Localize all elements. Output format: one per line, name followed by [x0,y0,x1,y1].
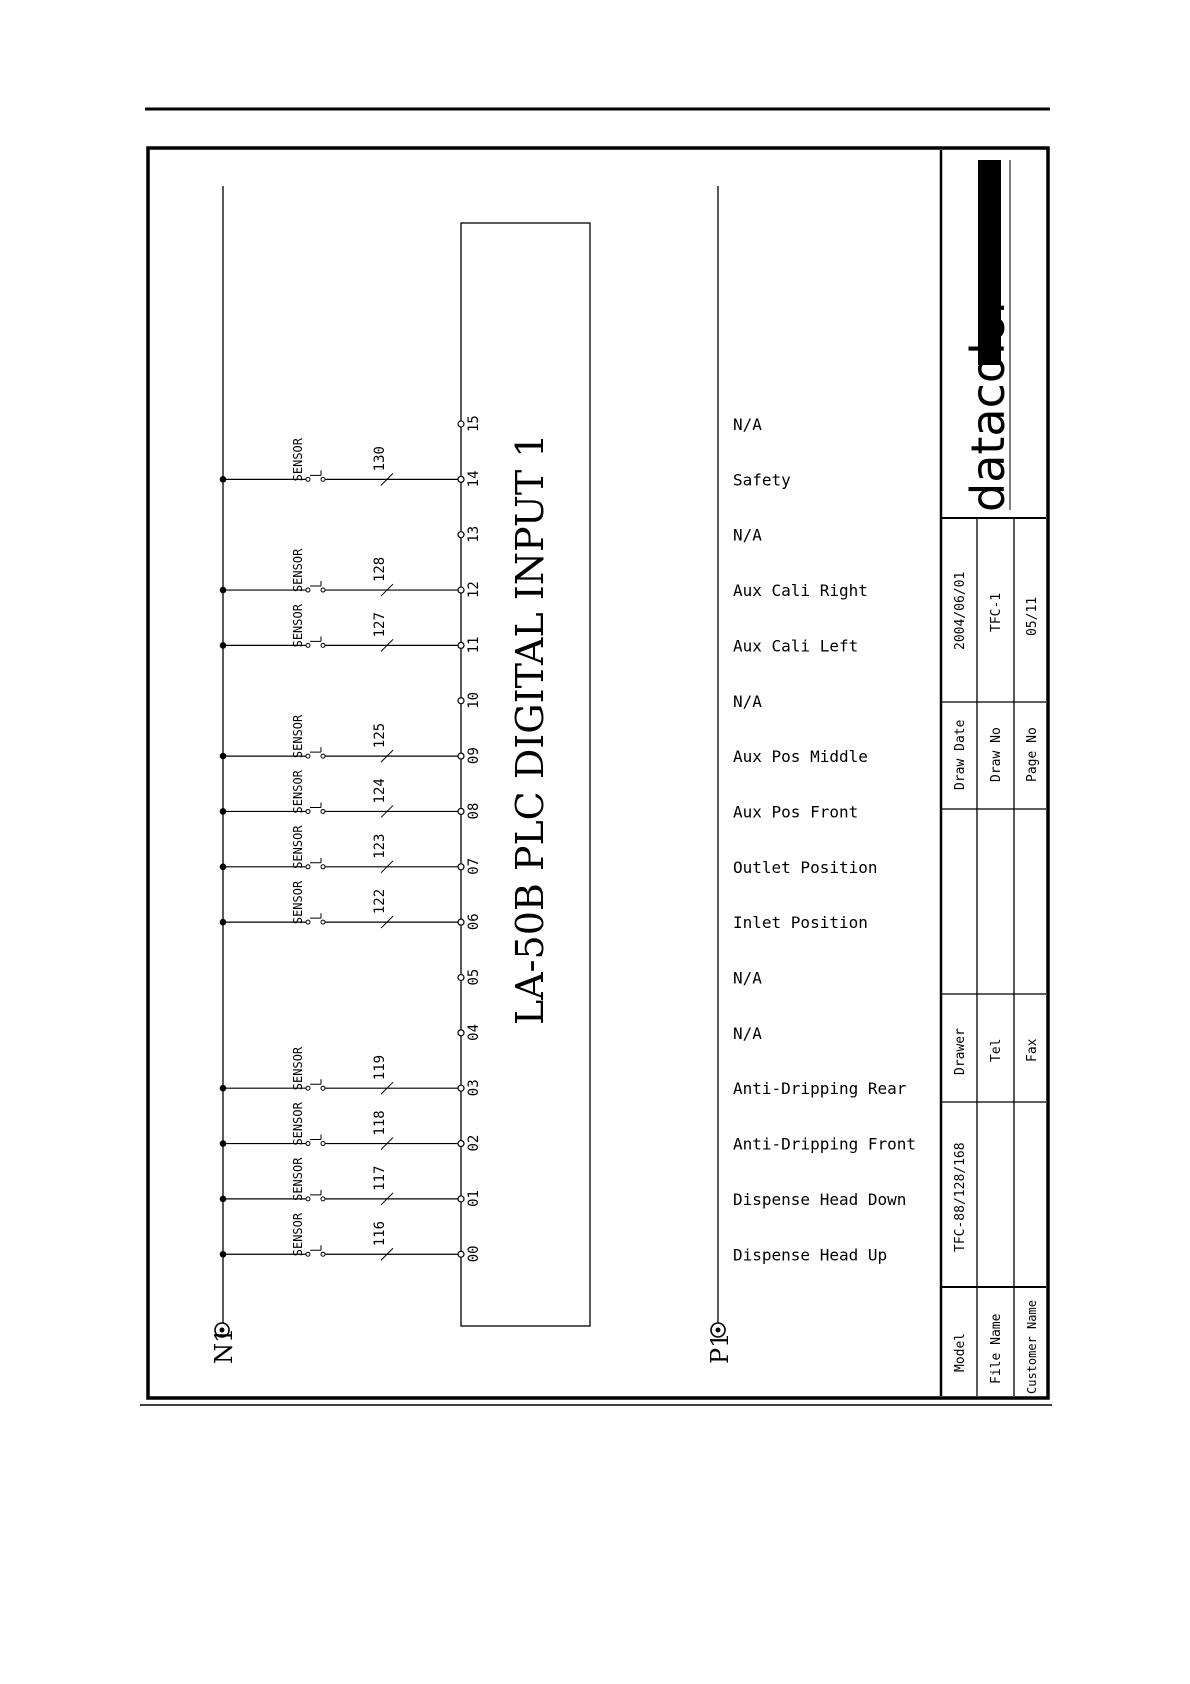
sensor-01-label: SENSOR [291,1157,305,1201]
sensor-07-label: SENSOR [291,825,305,869]
row-11-wire-number: 127 [372,612,388,638]
sensor-09-label: SENSOR [291,714,305,759]
sensor-12-pin-a [306,588,310,592]
terminal-12-number: 12 [466,581,482,599]
rail-p1-label: P1 [706,1332,734,1364]
terminal-12-description: Aux Cali Right [733,581,868,601]
sensor-08-pin-b [321,809,325,813]
sensor-06-label: SENSOR [291,880,305,925]
sensor-14-contact [310,470,321,475]
sensor-08-label: SENSOR [291,770,305,814]
terminal-01-number: 01 [466,1190,482,1207]
terminal-02-dot [458,1141,464,1147]
sensor-01-pin-a [306,1197,310,1201]
terminal-06-number: 06 [466,913,482,931]
terminal-10-description: N/A [733,691,762,711]
page-no-label: Page No [1025,727,1040,782]
terminal-13-number: 13 [466,525,482,543]
row-08-wire-number: 124 [372,778,388,804]
terminal-01-dot [458,1196,464,1202]
terminal-04-number: 04 [466,1023,482,1041]
row-07-wire-number: 123 [372,833,388,859]
sensor-03-pin-b [321,1086,325,1090]
row-14-wire-number: 130 [372,446,388,472]
terminal-10-dot [458,698,464,704]
sensor-11-contact [310,636,321,641]
sensor-07-contact [310,858,321,863]
tel-label: Tel [989,1038,1004,1062]
sensor-03-contact [310,1079,321,1084]
terminal-01-description: Dispense Head Down [733,1189,907,1209]
terminal-14-description: Safety [733,470,791,490]
terminal-15-description: N/A [733,415,762,434]
sensor-09-pin-a [306,754,310,758]
sensor-11-pin-b [321,643,325,647]
sensor-09-contact [310,747,321,752]
sensor-12-contact [310,581,321,586]
customer-name-label: Customer Name [1025,1300,1039,1394]
terminal-09-description: Aux Pos Middle [733,747,868,767]
sensor-03-pin-a [306,1086,310,1090]
sensor-14-pin-b [321,477,325,481]
terminal-08-number: 08 [466,802,482,820]
draw-no-value: TFC-1 [989,592,1004,632]
terminal-05-dot [458,975,464,981]
model-label: Model [953,1332,968,1372]
sensor-08-contact [310,802,321,807]
page-no-value: 05/11 [1025,596,1040,636]
sensor-01-pin-b [321,1197,325,1201]
row-03-wire-number: 119 [372,1054,388,1081]
draw-date-value: 2004/06/01 [953,571,968,650]
terminal-03-dot [458,1085,464,1091]
draw-date-label: Draw Date [953,719,968,790]
sensor-11-pin-a [306,643,310,647]
sensor-08-pin-a [306,809,310,813]
row-02-wire-number: 118 [372,1110,388,1136]
sensor-11-label: SENSOR [291,604,305,648]
input-rows [220,415,916,1264]
terminal-00-description: Dispense Head Up [733,1245,888,1265]
sensor-12-label: SENSOR [291,548,305,593]
sensor-14-pin-a [306,477,310,481]
terminal-06-dot [458,919,464,925]
sensor-12-pin-b [321,588,325,592]
sensor-01-contact [310,1190,321,1195]
terminal-13-dot [458,532,464,538]
sensor-07-pin-b [321,865,325,869]
sensor-02-label: SENSOR [291,1102,305,1146]
terminal-14-dot [458,476,464,482]
rail-p1-terminal-dot [716,1328,721,1333]
terminal-13-description: N/A [733,525,762,545]
sensor-00-pin-a [306,1252,310,1256]
plc-module-title: LA-50B PLC DIGITAL INPUT 1 [508,433,552,1025]
sensor-00-label: SENSOR [291,1212,305,1257]
terminal-05-number: 05 [466,968,482,986]
terminal-15-number: 15 [466,415,482,432]
terminal-07-description: Outlet Position [733,857,878,877]
sensor-07-pin-a [306,865,310,869]
terminal-03-description: Anti-Dripping Rear [733,1079,907,1099]
file-name-label: File Name [989,1313,1004,1384]
row-00-wire-number: 116 [372,1220,388,1247]
terminal-09-dot [458,753,464,759]
sensor-00-pin-b [321,1252,325,1256]
terminal-06-description: Inlet Position [733,913,868,933]
terminal-11-description: Aux Cali Left [733,636,859,656]
logo-text: datacolor [961,295,1015,512]
sensor-02-contact [310,1135,321,1140]
terminal-08-description: Aux Pos Front [733,802,859,822]
row-01-wire-number: 117 [372,1165,388,1191]
sensor-06-contact [310,913,321,918]
drawer-label: Drawer [953,1028,968,1075]
terminal-04-description: N/A [733,1023,762,1043]
terminal-11-dot [458,642,464,648]
sensor-02-pin-a [306,1142,310,1146]
model-value: TFC-88/128/168 [953,1142,968,1252]
fax-label: Fax [1025,1038,1040,1062]
terminal-00-number: 00 [466,1245,482,1263]
terminal-15-dot [458,421,464,427]
sensor-00-contact [310,1245,321,1250]
terminal-02-number: 02 [466,1134,482,1152]
terminal-03-number: 03 [466,1079,482,1097]
sensor-06-pin-a [306,920,310,924]
terminal-00-dot [458,1251,464,1257]
terminal-09-number: 09 [466,747,482,765]
terminal-12-dot [458,587,464,593]
terminal-14-number: 14 [466,470,482,488]
sensor-03-label: SENSOR [291,1046,305,1091]
sensor-14-label: SENSOR [291,437,305,482]
row-12-wire-number: 128 [372,556,388,583]
terminal-05-description: N/A [733,968,762,988]
drawing-border [148,148,1048,1398]
terminal-10-number: 10 [466,691,482,709]
row-09-wire-number: 125 [372,722,388,749]
sensor-06-pin-b [321,920,325,924]
row-06-wire-number: 122 [372,888,388,915]
sensor-09-pin-b [321,754,325,758]
terminal-08-dot [458,808,464,814]
draw-no-label: Draw No [989,727,1004,782]
terminal-11-number: 11 [466,636,482,654]
terminal-04-dot [458,1030,464,1036]
terminal-07-number: 07 [466,857,482,875]
terminal-07-dot [458,864,464,870]
sensor-02-pin-b [321,1142,325,1146]
rail-n1-label: N1 [210,1327,238,1364]
terminal-02-description: Anti-Dripping Front [733,1134,917,1154]
